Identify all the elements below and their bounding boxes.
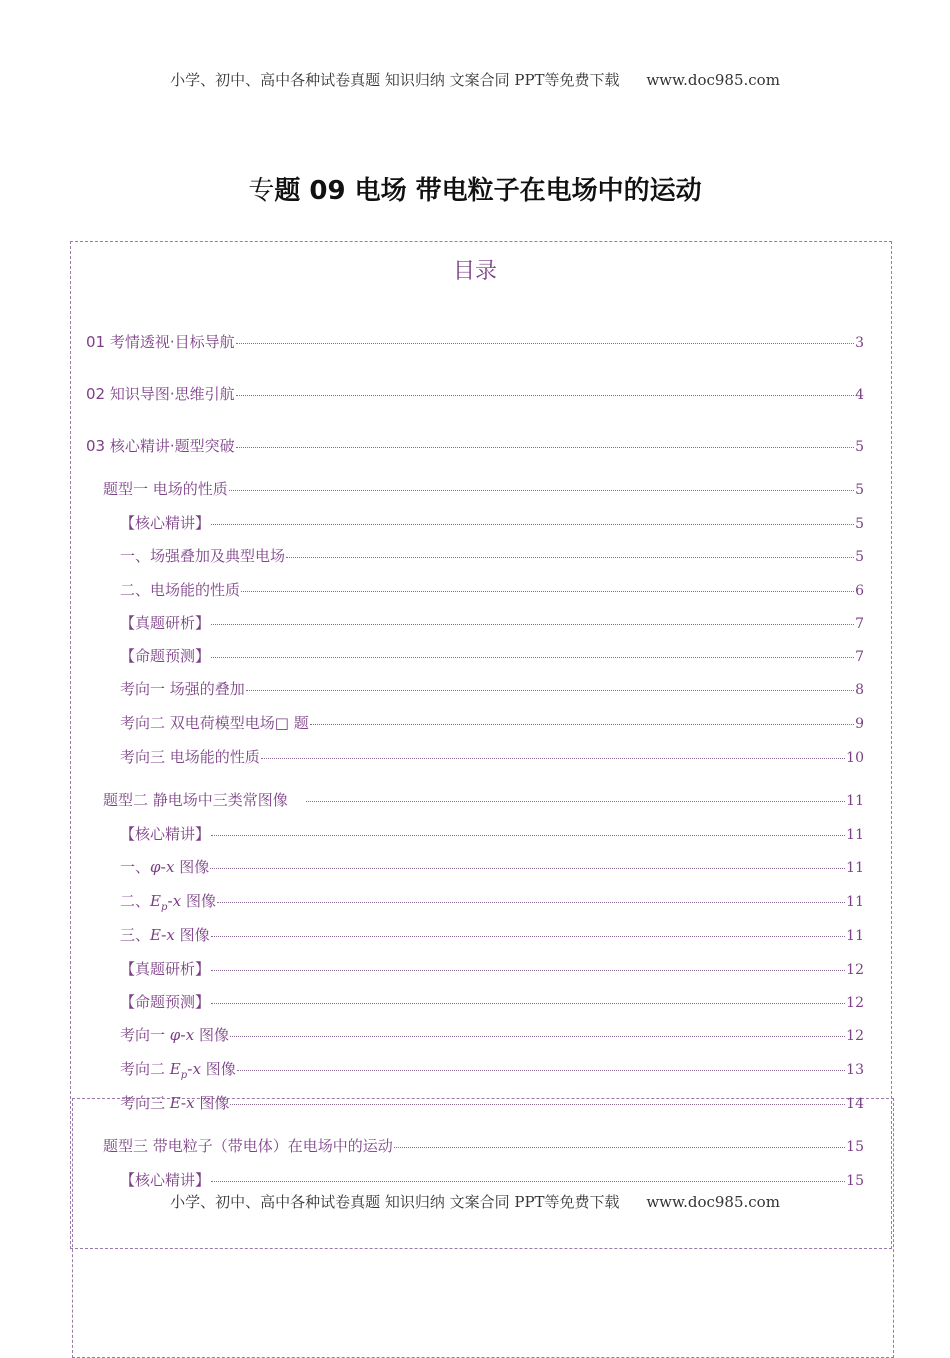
math-symbol: E-x	[150, 926, 175, 944]
toc-entry-page: 12	[846, 995, 864, 1011]
toc-entry[interactable]	[120, 512, 864, 534]
toc-entry[interactable]	[120, 1058, 864, 1080]
toc-entry-page: 15	[846, 1173, 864, 1189]
toc-entry[interactable]	[103, 1135, 864, 1157]
toc-leader	[211, 624, 854, 625]
toc-leader	[236, 447, 854, 448]
toc-leader	[211, 835, 845, 836]
toc-entry-page: 7	[855, 649, 864, 665]
toc-leader	[211, 524, 854, 525]
toc-leader	[211, 970, 845, 971]
toc-leader	[237, 1070, 845, 1071]
toc-entry[interactable]	[86, 331, 864, 353]
toc-entry[interactable]	[120, 1024, 864, 1046]
toc-entry-label: 考向二 双电荷模型电场□ 题	[120, 714, 309, 732]
toc-heading: 目录	[452, 259, 497, 284]
toc-entry[interactable]	[86, 383, 864, 405]
toc-entry-label: 考向一 场强的叠加	[120, 680, 245, 698]
toc-entry-page: 5	[855, 439, 864, 455]
toc-entry-label: 【核心精讲】	[120, 1171, 211, 1189]
toc-entry-page: 11	[846, 928, 864, 944]
math-symbol: φ-x	[169, 1026, 195, 1044]
toc-entry-label: 题型一 电场的性质	[103, 480, 228, 498]
footer-note-site: www.doc985.com	[646, 1193, 780, 1211]
toc-leader	[261, 758, 845, 759]
toc-leader	[236, 343, 854, 344]
document-title	[0, 170, 950, 207]
toc-leader	[246, 690, 854, 691]
toc-leader	[306, 801, 845, 802]
toc-entry-page: 11	[846, 860, 864, 876]
toc-entry-label: 三、E-x 图像	[120, 926, 210, 944]
toc-entry-page: 13	[846, 1062, 864, 1078]
toc-entry-label: 一、场强叠加及典型电场	[120, 547, 286, 565]
toc-entry[interactable]	[120, 1092, 864, 1114]
toc-leader	[210, 868, 845, 869]
toc-entry-label: 考向三 电场能的性质	[120, 748, 260, 766]
math-symbol: E-x	[169, 1094, 195, 1112]
toc-leader	[310, 724, 854, 725]
toc-entry-page: 7	[855, 616, 864, 632]
toc-leader	[217, 902, 845, 903]
toc-entry-page: 5	[855, 516, 864, 532]
toc-entry-label: 【真题研析】	[120, 614, 211, 632]
toc-leader	[241, 591, 854, 592]
toc-leader	[229, 490, 854, 491]
toc-entry[interactable]	[86, 435, 864, 457]
toc-entry[interactable]	[120, 856, 864, 878]
math-symbol: $E_p-x$	[150, 892, 182, 913]
toc-entry-page: 11	[846, 793, 864, 809]
toc-entry-label: 【真题研析】	[120, 960, 211, 978]
math-symbol: $E_p-x$	[169, 1060, 202, 1081]
toc-entry[interactable]	[120, 924, 864, 946]
toc-entry-label: 01 考情透视·目标导航	[86, 333, 235, 351]
toc-entry[interactable]	[120, 746, 864, 768]
toc-entry-page: 4	[855, 387, 864, 403]
header-note-site: www.doc985.com	[646, 71, 780, 89]
toc-entry-label: 二、$E_p-x$ 图像	[120, 892, 217, 913]
document-title-main: 题 09 电场 带电粒子在电场中的运动	[274, 176, 702, 206]
toc-leader	[211, 1181, 845, 1182]
toc-entry-page: 14	[846, 1096, 864, 1112]
toc-entry-page: 12	[846, 1028, 864, 1044]
toc-entry[interactable]	[120, 890, 864, 912]
toc-entry[interactable]	[120, 612, 864, 634]
toc-entry[interactable]	[103, 478, 864, 500]
toc-leader	[236, 395, 854, 396]
toc-entry[interactable]	[120, 1169, 864, 1191]
toc-entry-label: 【核心精讲】	[120, 514, 211, 532]
toc-entry-page: 15	[846, 1139, 864, 1155]
toc-entry-page: 6	[855, 583, 864, 599]
toc-entry[interactable]	[120, 545, 864, 567]
toc-entry[interactable]	[103, 789, 864, 811]
page-header-note	[0, 69, 950, 90]
toc-entry-label: 【命题预测】	[120, 647, 211, 665]
toc-entry-page: 11	[846, 894, 864, 910]
toc-leader	[394, 1147, 845, 1148]
toc-entry-page: 9	[855, 716, 864, 732]
page-footer-note	[0, 1191, 950, 1212]
toc-entry-label: 考向一 φ-x 图像	[120, 1026, 229, 1044]
document-title-prefix: 专	[248, 176, 275, 206]
toc-entry-label: 考向二 $E_p-x$ 图像	[120, 1060, 236, 1081]
toc-entry[interactable]	[120, 678, 864, 700]
toc-entry-page: 8	[855, 682, 864, 698]
toc-entry-label: 题型三 带电粒子（带电体）在电场中的运动	[103, 1137, 393, 1155]
toc-leader	[211, 936, 846, 937]
toc-entry-label: 02 知识导图·思维引航	[86, 385, 235, 403]
toc-entry-label: 【命题预测】	[120, 993, 211, 1011]
toc-entry[interactable]	[120, 579, 864, 601]
toc-leader	[230, 1036, 845, 1037]
toc-entry[interactable]	[120, 991, 864, 1013]
toc-entry-label: 考向三 E-x 图像	[120, 1094, 230, 1112]
header-note-text: 小学、初中、高中各种试卷真题 知识归纳 文案合同 PPT等免费下载	[170, 71, 620, 89]
toc-entry-page: 5	[855, 549, 864, 565]
toc-entry[interactable]	[120, 958, 864, 980]
toc-entry-label: 一、φ-x 图像	[120, 858, 210, 876]
toc-entry-label: 题型二 静电场中三类常图像	[103, 791, 288, 809]
toc-entry[interactable]	[120, 712, 864, 734]
toc-leader	[286, 557, 854, 558]
toc-entry-page: 5	[855, 482, 864, 498]
math-symbol: φ-x	[150, 858, 175, 876]
toc-leader	[211, 657, 854, 658]
toc-entry-label: 二、电场能的性质	[120, 581, 241, 599]
toc-entry[interactable]	[120, 645, 864, 667]
toc-entry-page: 10	[846, 750, 864, 766]
toc-entry-page: 11	[846, 827, 864, 843]
footer-note-text: 小学、初中、高中各种试卷真题 知识归纳 文案合同 PPT等免费下载	[170, 1193, 620, 1211]
toc-entry-page: 3	[855, 335, 864, 351]
toc-leader	[211, 1003, 845, 1004]
toc-entry[interactable]	[120, 823, 864, 845]
toc-entry-page: 12	[846, 962, 864, 978]
toc-entry-label: 【核心精讲】	[120, 825, 211, 843]
toc-entry-label: 03 核心精讲·题型突破	[86, 437, 235, 455]
toc-leader	[230, 1104, 845, 1105]
